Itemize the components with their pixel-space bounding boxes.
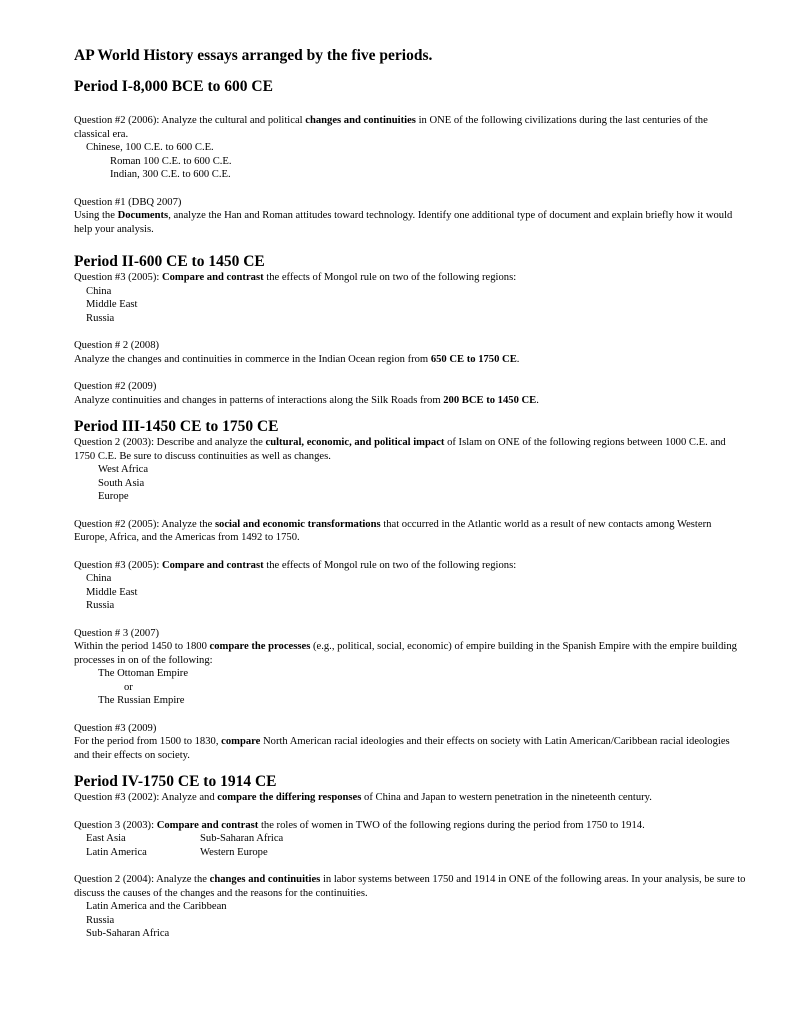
list-item: Sub-Saharan Africa [86,928,170,939]
p3-question-2: Question #2 (2005): Analyze the social and economic transformations that occurred in the Atlantic world as a result of new contacts among Western Europe, Africa, and the Americas from 1492 to 1750. [74,518,712,543]
document-title: AP World History essays arranged by the five periods. [74,47,433,64]
p2-question-2: Analyze the changes and continuities in commerce in the Indian Ocean region from 650 CE to 1750 CE. [74,353,520,365]
p2-question-3: Analyze continuities and changes in patterns of interactions along the Silk Roads from 200 BCE to 1450 CE. [74,394,539,406]
p1-question-1: Question #2 (2006): Analyze the cultural and political changes and continuities in ONE of the following civilizations during the last centuries of the classical era. [74,115,708,140]
list-item: China [86,285,112,297]
p1-question-2: Using the Documents, analyze the Han and Roman attitudes toward technology. Identify one additional type of document and explain briefly how it would help your analysis. [74,210,733,235]
list-item: West Africa [98,464,149,475]
p2-question-2-label: Question # 2 (2008) [74,340,160,351]
list-item: Latin America and the Caribbean [86,901,227,912]
table-row: Latin America Western Europe [86,846,268,858]
p3-question-5: For the period from 1500 to 1830, compare North American racial ideologies and their effects on society with Latin American/Caribbean racial ideologies and their effects on society. [74,736,730,761]
list-item: The Russian Empire [98,695,185,706]
list-item: Europe [98,491,129,502]
list-item: South Asia [98,477,145,489]
p3-question-3: Question #3 (2005): Compare and contrast the effects of Mongol rule on two of the following regions: [74,559,517,571]
list-item: Middle East [86,586,138,598]
list-item: Russia [86,600,115,611]
table-row: East Asia Sub-Saharan Africa [86,833,284,844]
list-item-or: or [124,681,133,693]
period-1-heading: Period I-8,000 BCE to 600 CE [74,78,273,95]
list-item: Roman 100 C.E. to 600 C.E. [110,155,232,167]
list-item: Chinese, 100 C.E. to 600 C.E. [86,142,214,153]
p3-question-5-label: Question #3 (2009) [74,722,157,734]
p4-question-2: Question 3 (2003): Compare and contrast the roles of women in TWO of the following regions during the period from 1750 to 1914. [74,819,645,831]
p1-question-2-label: Question #1 (DBQ 2007) [74,196,182,208]
list-item: Russia [86,312,115,324]
p4-question-1: Question #3 (2002): Analyze and compare the differing responses of China and Japan to western penetration in the nineteenth century. [74,792,652,803]
period-3-heading: Period III-1450 CE to 1750 CE [74,418,279,435]
p2-question-1: Question #3 (2005): Compare and contrast the effects of Mongol rule on two of the following regions: [74,272,517,283]
p2-question-3-label: Question #2 (2009) [74,381,157,392]
period-4-heading: Period IV-1750 CE to 1914 CE [74,773,277,790]
list-item: The Ottoman Empire [98,668,189,679]
p3-question-4-label: Question # 3 (2007) [74,627,160,639]
p4-question-3: Question 2 (2004): Analyze the changes and continuities in labor systems between 1750 and 1914 in ONE of the following areas. In your analysis, be sure to discuss the causes of the changes and the reasons for the continuities. [74,874,746,899]
list-item: China [86,573,112,584]
p3-question-4: Within the period 1450 to 1800 compare the processes (e.g., political, social, economic) of empire building in the Spanish Empire with the empire building processes in on of the following: [74,641,737,666]
period-2-heading: Period II-600 CE to 1450 CE [74,253,265,270]
list-item: Indian, 300 C.E. to 600 C.E. [110,169,231,180]
document-page [74,46,746,941]
list-item: Middle East [86,299,138,310]
list-item: Russia [86,914,115,926]
p3-question-1: Question 2 (2003): Describe and analyze the cultural, economic, and political impact of Islam on ONE of the following regions between 1000 C.E. and 1750 C.E. Be sure to discuss continuities as well as changes. [74,437,726,462]
